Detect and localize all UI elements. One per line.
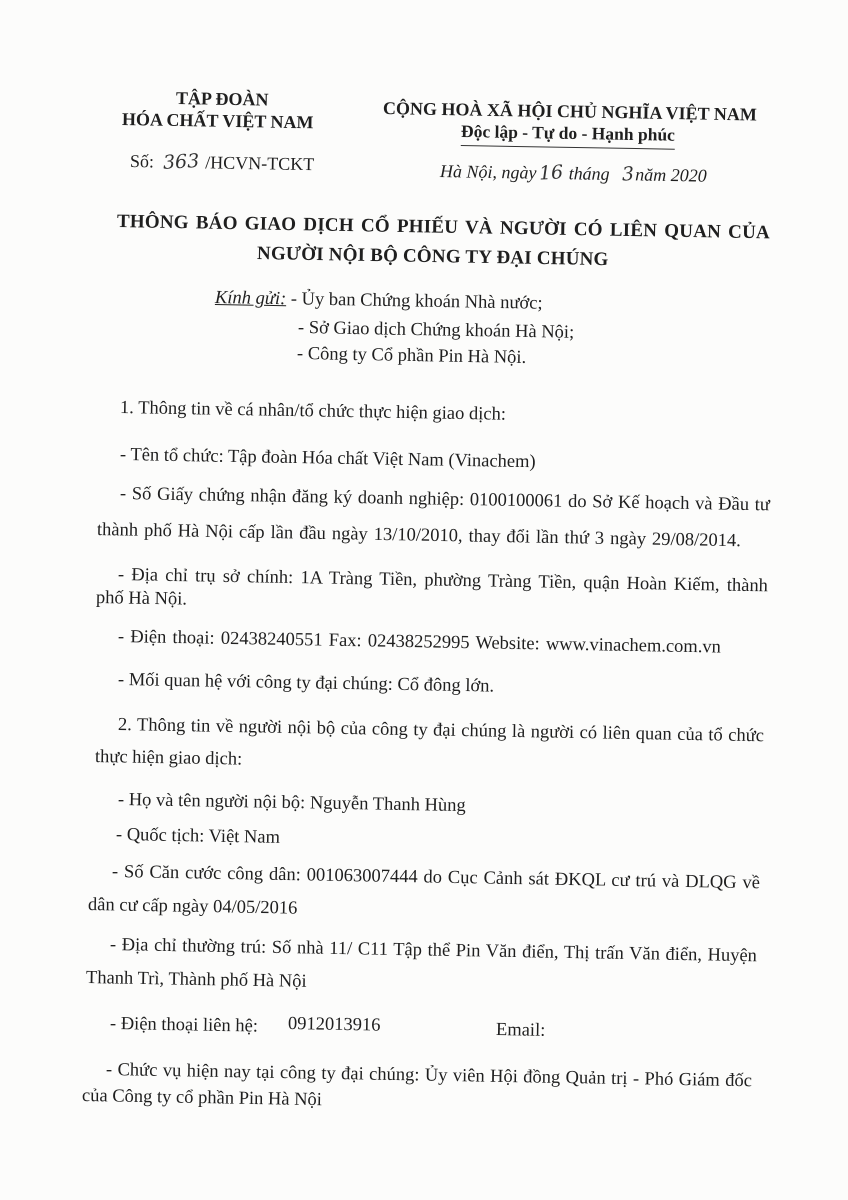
recipients-first-row bbox=[215, 287, 543, 315]
recipient-item: - Sở Giao dịch Chứng khoán Hà Nội; bbox=[297, 318, 575, 343]
national-motto: Độc lập - Tự do - Hạnh phúc bbox=[461, 120, 675, 150]
business-registration-line-1: - Số Giấy chứng nhận đăng ký doanh nghiệp: 0100100061 do Sở Kế hoạch và Đầu tư bbox=[119, 484, 771, 516]
organization-line-2: HÓA CHẤT VIỆT NAM bbox=[121, 109, 314, 133]
recipient-item: - Ủy ban Chứng khoán Nhà nước; bbox=[290, 289, 543, 314]
relationship: - Mối quan hệ với công ty đại chúng: Cổ đông lớn. bbox=[117, 670, 495, 697]
document-title-line-1: THÔNG BÁO GIAO DỊCH CỔ PHIẾU VÀ NGƯỜI CÓ LIÊN QUAN CỦA bbox=[116, 211, 771, 244]
phone-number: 0912013916 bbox=[287, 1014, 381, 1036]
organization-name: - Tên tổ chức: Tập đoàn Hóa chất Việt Nam (Vinachem) bbox=[119, 445, 536, 473]
national-title: CỘNG HOÀ XÃ HỘI CHỦ NGHĨA VIỆT NAM bbox=[382, 98, 757, 125]
head-office-line-2: phố Hà Nội. bbox=[95, 588, 188, 610]
insider-name: - Họ và tên người nội bộ: Nguyễn Thanh Hùng bbox=[117, 790, 466, 817]
citizen-id-line-2: dân cư cấp ngày 04/05/2016 bbox=[87, 895, 298, 919]
document-number bbox=[130, 150, 315, 175]
email-label: Email: bbox=[495, 1020, 546, 1041]
document-date bbox=[440, 160, 707, 187]
date-year: năm 2020 bbox=[635, 164, 707, 186]
document-number-prefix: Số: bbox=[129, 151, 155, 172]
citizen-id-line-1: - Số Căn cước công dân: 001063007444 do Cục Cảnh sát ĐKQL cư trú và DLQG về bbox=[111, 862, 761, 894]
section-2-heading-line-1: 2. Thông tin về người nội bộ của công ty đại chúng là người có liên quan của tổ chức bbox=[117, 715, 765, 747]
date-month-label: tháng bbox=[568, 163, 610, 184]
organization-line-1: TẬP ĐOÀN bbox=[175, 88, 269, 110]
phone-label: - Điện thoại liên hệ: bbox=[109, 1014, 259, 1037]
recipients-label: Kính gửi: bbox=[214, 288, 287, 310]
business-registration-line-2: thành phố Hà Nội cấp lần đầu ngày 13/10/2010, thay đổi lần thứ 3 ngày 29/08/2014. bbox=[96, 520, 742, 552]
document-number-suffix: /HCVN-TCKT bbox=[205, 152, 315, 175]
date-place: Hà Nội, ngày bbox=[439, 161, 537, 183]
permanent-address-line-2: Thanh Trì, Thành phố Hà Nội bbox=[85, 968, 307, 992]
organization-contact: - Điện thoại: 02438240551 Fax: 02438252995 Website: www.vinachem.com.vn bbox=[117, 627, 722, 658]
recipient-item: - Công ty Cổ phần Pin Hà Nội. bbox=[296, 344, 527, 368]
position-line-2: của Công ty cổ phần Pin Hà Nội bbox=[81, 1086, 323, 1111]
permanent-address-line-1: - Địa chỉ thường trú: Số nhà 11/ C11 Tập thể Pin Văn điển, Thị trấn Văn điển, Huyện bbox=[109, 935, 758, 967]
section-1-heading: 1. Thông tin về cá nhân/tổ chức thực hiện giao dịch: bbox=[119, 398, 507, 425]
date-day-handwritten: 16 bbox=[537, 161, 564, 185]
document-number-handwritten: 363 bbox=[161, 149, 200, 174]
nationality: - Quốc tịch: Việt Nam bbox=[115, 825, 281, 848]
section-2-heading-line-2: thực hiện giao dịch: bbox=[94, 747, 243, 770]
position-line-1: - Chức vụ hiện nay tại công ty đại chúng: Ủy viên Hội đồng Quản trị - Phó Giám đốc bbox=[105, 1060, 753, 1092]
document-title-line-2: NGƯỜI NỘI BỘ CÔNG TY ĐẠI CHÚNG bbox=[256, 243, 609, 271]
head-office-line-1: - Địa chỉ trụ sở chính: 1A Tràng Tiền, phường Tràng Tiền, quận Hoàn Kiếm, thành bbox=[117, 565, 769, 597]
date-month-handwritten: 3 bbox=[621, 162, 635, 186]
